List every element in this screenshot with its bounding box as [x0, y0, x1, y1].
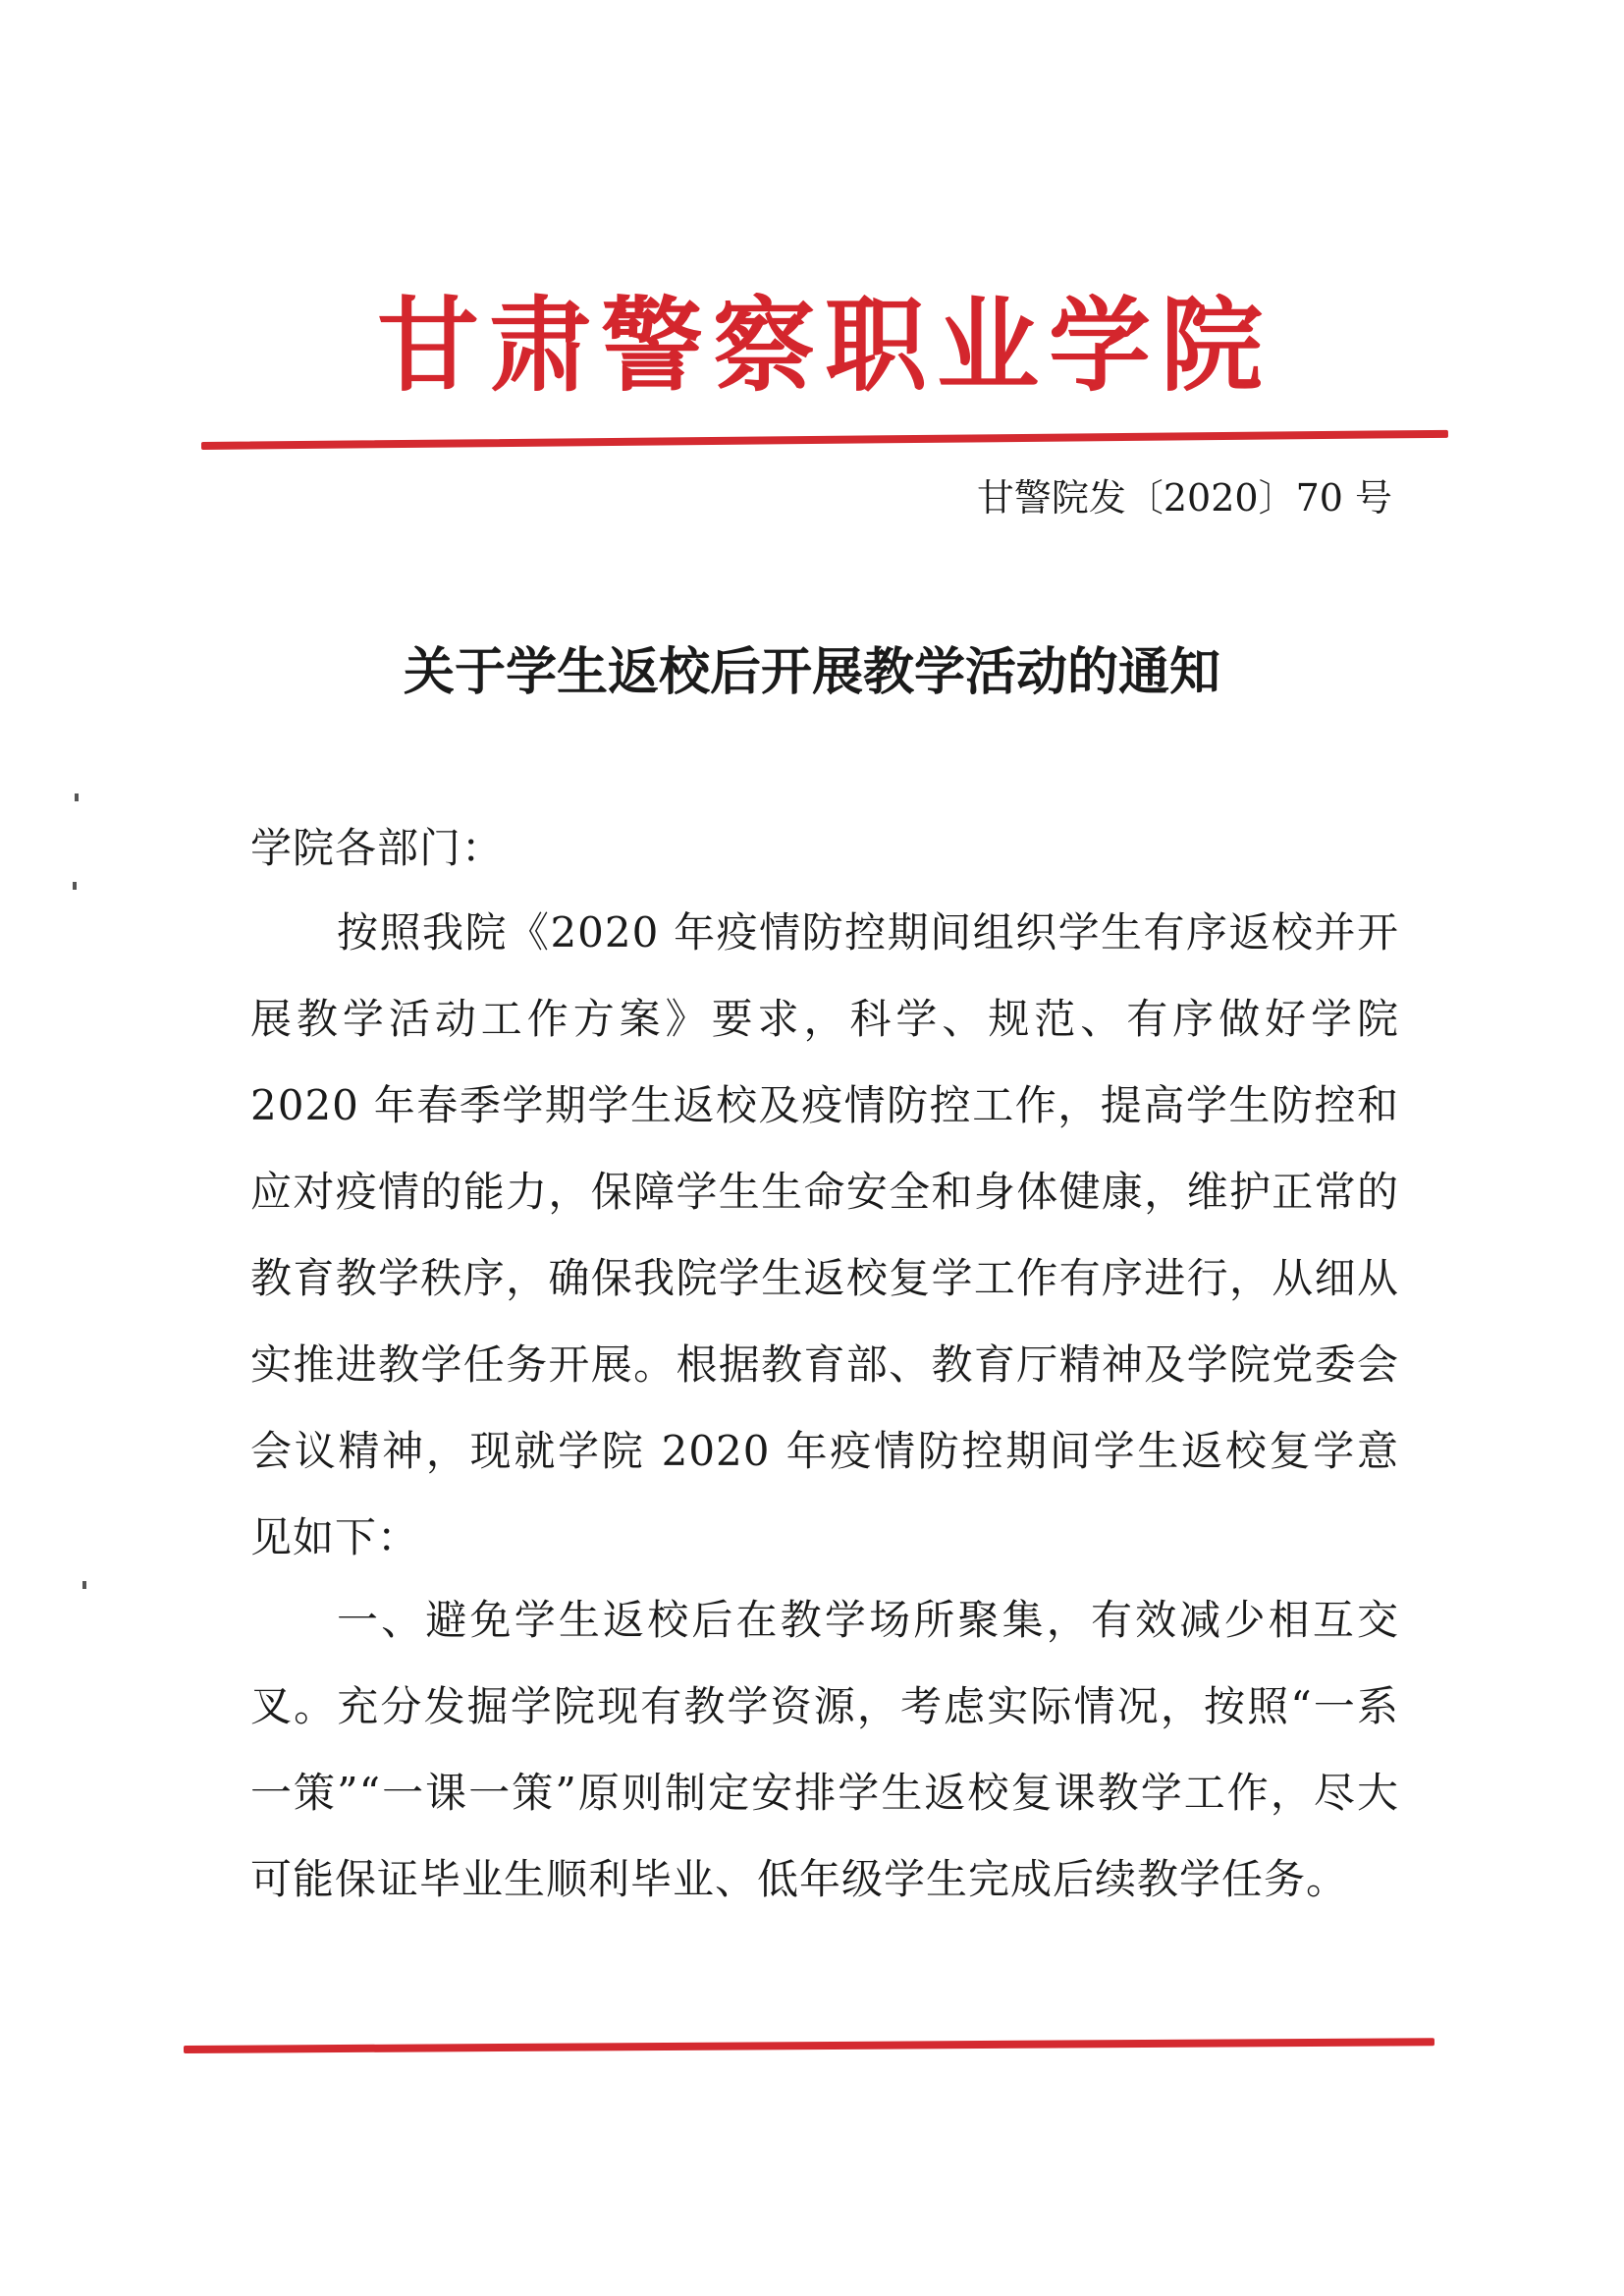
masthead-org-name: 甘肃警察职业学院: [376, 286, 1272, 406]
footer-red-rule: [184, 2038, 1435, 2053]
masthead-red-rule: [201, 430, 1448, 450]
body-paragraph: 一、避免学生返校后在教学场所聚集，有效减少相互交叉。充分发掘学院现有教学资源，考虑实际情况，按照“一系一策”“一课一策”原则制定安排学生返校复课教学工作，尽大可能保证毕业生顺利毕业、低年级学生完成后续教学任务。: [250, 1596, 1399, 1903]
scan-speck: [82, 1581, 86, 1589]
salutation: 学院各部门：: [250, 824, 505, 872]
scan-speck: [75, 793, 79, 801]
document-title: 关于学生返校后开展教学活动的通知: [403, 643, 1220, 702]
scan-speck: [73, 882, 77, 890]
body-paragraph: 按照我院《2020 年疫情防控期间组织学生有序返校并开展教学活动工作方案》要求，科学、规范、有序做好学院 2020 年春季学期学生返校及疫情防控工作，提高学生防控和应对疫情的能力，保障学生生命安全和身体健康，维护正常的教育教学秩序，确保我院学生返校复学工作有序进行，从细从实推进教学任务开展。根据教育部、教育厅精神及学院党委会会议精神，现就学院 2020 年疫情防控期间学生返校复学意见如下：: [250, 908, 1399, 1561]
document-number: 甘警院发〔2020〕70 号: [976, 476, 1392, 519]
